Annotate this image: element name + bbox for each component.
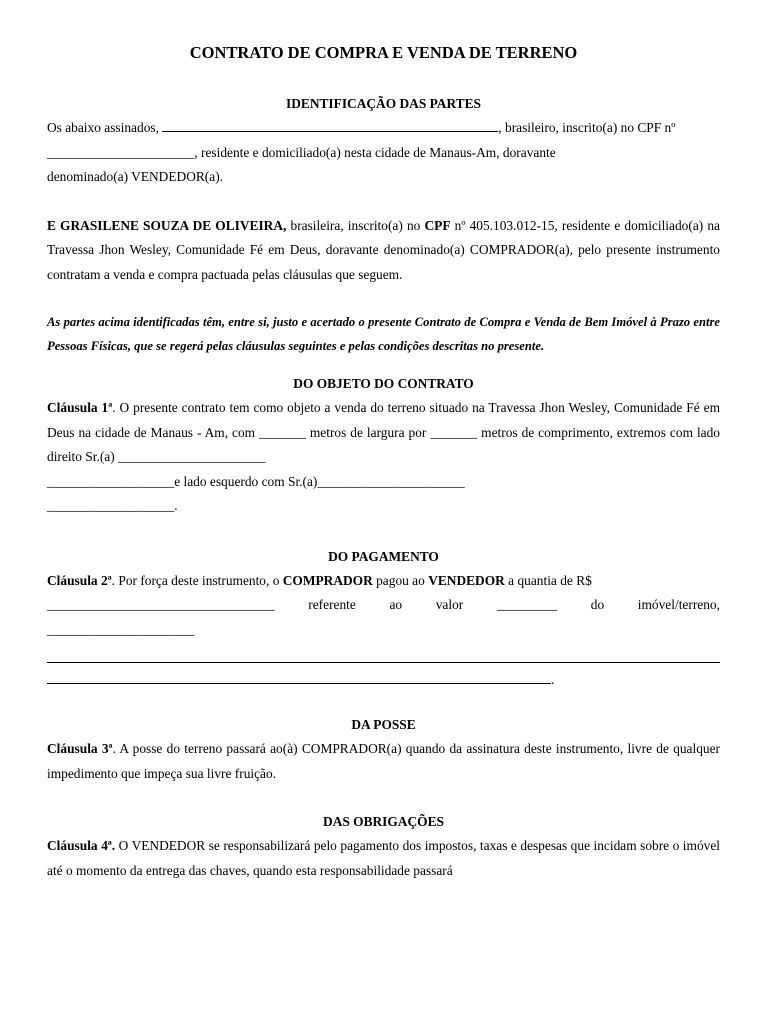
- clause-2-text2: pagou ao: [372, 572, 429, 588]
- section-heading-obrigacoes: DAS OBRIGAÇÕES: [323, 814, 444, 829]
- comprador-name: E GRASILENE SOUZA DE OLIVEIRA,: [47, 217, 287, 233]
- clause-1: [47, 396, 720, 470]
- row-f: do: [590, 597, 605, 612]
- row-c: ao: [389, 597, 403, 612]
- section-heading-posse: DA POSSE: [351, 717, 416, 732]
- vendedor-line2: ______________________, residente e domiciliado(a) nesta cidade de Manaus-Am, doravante: [47, 144, 556, 160]
- clause-1-text: . O presente contrato tem como objeto a venda do terreno situado na Travessa Jhon Wesley, Comunidade Fé em Deus na cidade de Manaus - Am, com _______ metros de largura por _______ metros de comprimento, extremos com lado direito Sr.(a) ______________________: [47, 400, 720, 464]
- clause-3-label: Cláusula 3ª: [47, 741, 113, 756]
- section-heading-pagamento: DO PAGAMENTO: [328, 548, 439, 564]
- clause-2-text3: a quantia de R$: [504, 572, 592, 588]
- document-page: [47, 40, 720, 883]
- clause-4-label: Cláusula 4ª.: [47, 838, 116, 853]
- clause-1-line2: ___________________e lado esquerdo com Sr.(a)______________________: [47, 473, 465, 489]
- section-heading-partes: IDENTIFICAÇÃO DAS PARTES: [286, 96, 481, 111]
- vendedor-name-blank: [162, 117, 498, 132]
- clause-2-last-line: [47, 663, 720, 687]
- comprador-paragraph: [47, 214, 720, 288]
- vendedor-pre: Os abaixo assinados,: [47, 120, 163, 135]
- comprador-cpf-label: CPF: [424, 217, 451, 233]
- clause-2-text1: . Por força deste instrumento, o: [111, 572, 283, 588]
- clause-2-label: Cláusula 2ª: [47, 572, 112, 588]
- clause-3: [47, 737, 720, 786]
- clause-2-full-line: [47, 642, 720, 663]
- clause-2-line3: ______________________: [47, 621, 195, 637]
- comprador-text1: brasileira, inscrito(a) no: [286, 217, 425, 233]
- clause-2-short-line: [47, 663, 551, 684]
- clause-2-vendedor: VENDEDOR: [428, 572, 505, 588]
- row-b: referente: [308, 597, 356, 612]
- comprador-text2: nº 405.103.012-15, residente e domiciliado(a) na Travessa Jhon Wesley, Comunidade Fé em Deus, doravante denominado(a) COMPRADOR(a), pelo presente instrumento contratam a venda e compra pactuada pelas cláusulas que seguem.: [47, 217, 720, 282]
- row-e: _________: [496, 597, 558, 612]
- clause-1-line3: ___________________.: [47, 498, 178, 513]
- row-d: valor: [435, 597, 464, 612]
- vendedor-post: , brasileiro, inscrito(a) no CPF nº: [498, 120, 676, 135]
- clause-3-text: . A posse do terreno passará ao(à) COMPRADOR(a) quando da assinatura deste instrumento, livre de qualquer impedimento que impeça sua livre fruição.: [47, 741, 721, 781]
- document-title: CONTRATO DE COMPRA E VENDA DE TERRENO: [189, 43, 578, 62]
- vendedor-line3: denominado(a) VENDEDOR(a).: [47, 169, 224, 184]
- section-heading-objeto: DO OBJETO DO CONTRATO: [293, 376, 474, 391]
- clause-2-row: [47, 593, 720, 618]
- clause-2-end: .: [551, 672, 555, 687]
- row-a: __________________________________: [47, 597, 275, 612]
- clause-2: [47, 569, 720, 594]
- vendedor-paragraph: [47, 116, 720, 141]
- clause-2-comprador: COMPRADOR: [282, 572, 373, 588]
- intro-paragraph: As partes acima identificadas têm, entre si, justo e acertado o presente Contrato de Compra e Venda de Bem Imóvel à Prazo entre Pessoas Físicas, que se regerá pelas cláusulas seguintes e pelas condições descritas no presente.: [47, 315, 720, 353]
- clause-4-text: O VENDEDOR se responsabilizará pelo pagamento dos impostos, taxas e despesas que incidam sobre o imóvel até o momento da entrega das chaves, quando esta responsabilidade passará: [47, 838, 720, 878]
- clause-1-label: Cláusula 1ª: [47, 400, 113, 415]
- clause-4: [47, 834, 720, 883]
- row-g: imóvel/terreno,: [637, 597, 720, 612]
